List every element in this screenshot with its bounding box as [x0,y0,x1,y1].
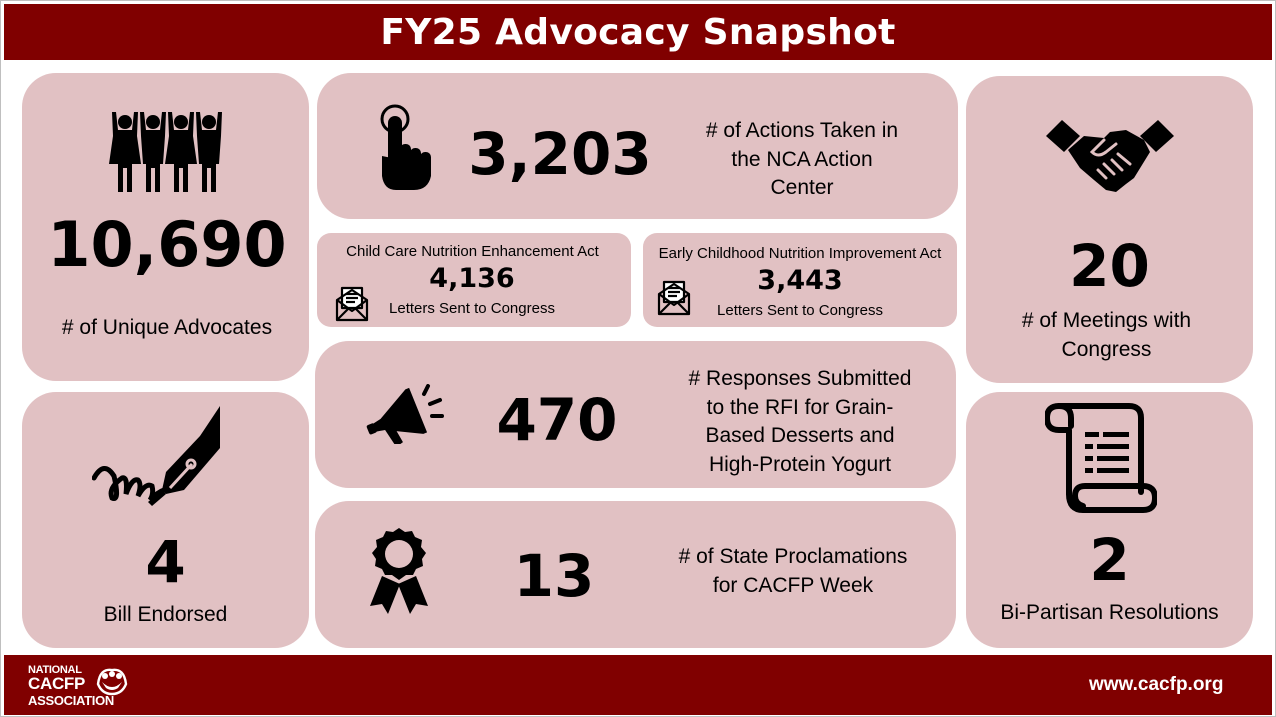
actions-label-line3: Center [770,176,834,199]
rfi-label-line3: Based Desserts and [705,424,895,447]
actions-label [662,117,942,203]
people-cheering-icon [108,112,226,194]
advocates-label: # of Unique Advocates [61,316,273,339]
ecnia-label: Letters Sent to Congress [717,302,883,319]
resolutions-value: 2 [1089,526,1130,594]
logo-emblem-icon [94,664,130,696]
cacfp-logo [28,664,138,708]
scroll-icon [1045,402,1157,514]
meetings-label-line2: Congress [1061,337,1152,361]
meetings-value: 20 [1069,232,1150,300]
rfi-label-line2: to the RFI for Grain- [706,395,894,419]
envelope-letter-icon [335,286,369,322]
advocates-value: 10,690 [47,208,287,281]
fountain-pen-signature-icon [92,406,224,512]
ecnia-title: Early Childhood Nutrition Improvement Act [658,245,942,262]
footer-bar [4,655,1272,715]
ccnea-value: 4,136 [429,263,515,294]
resolutions-label: Bi-Partisan Resolutions [1000,601,1219,624]
envelope-letter-icon [657,280,691,316]
ecnia-value: 3,443 [757,265,843,296]
megaphone-icon [364,384,444,444]
meetings-label [966,307,1247,364]
rfi-label-line1: # Responses Submitted [688,367,912,390]
proclamations-label-line1: # of State Proclamations [678,545,908,568]
logo-line-cacfp: CACFP [28,674,86,693]
logo-line-national: NATIONAL [28,664,82,676]
meetings-label-line1: # of Meetings with [1021,309,1192,332]
page-title: FY25 Advocacy Snapshot [380,11,896,53]
logo-line-association: ASSOCIATION [28,693,115,708]
actions-label-line2: the NCA Action [731,147,873,171]
bill-value: 4 [145,528,186,596]
proclamations-label [650,543,936,600]
actions-value: 3,203 [468,120,652,188]
rfi-value: 470 [496,386,618,454]
proclamations-label-line2: for CACFP Week [712,573,874,597]
ccnea-title: Child Care Nutrition Enhancement Act [346,243,599,260]
actions-label-line1: # of Actions Taken in [705,119,899,142]
bill-label: Bill Endorsed [103,603,228,626]
proclamations-value: 13 [513,542,595,610]
award-ribbon-icon [368,528,430,614]
website-link[interactable]: www.cacfp.org [1089,674,1224,695]
handshake-icon [1046,118,1174,196]
title-bar [4,4,1272,60]
pointing-hand-icon [378,104,434,192]
ccnea-label: Letters Sent to Congress [389,300,555,317]
rfi-label [660,365,940,479]
rfi-label-line4: High-Protein Yogurt [708,452,892,476]
